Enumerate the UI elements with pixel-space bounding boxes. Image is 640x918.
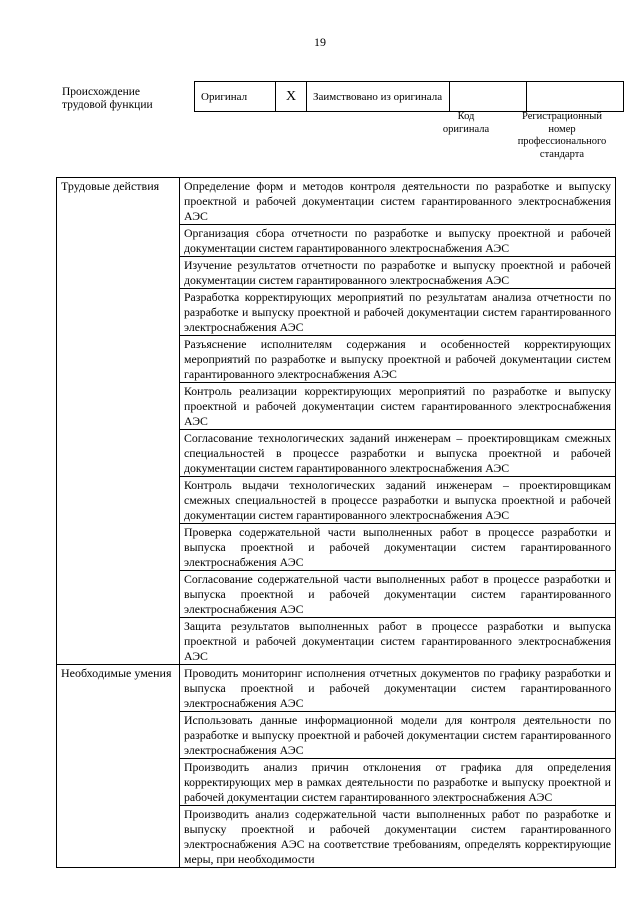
row-text: Защита результатов выполненных работ в процессе разработки и выпуска проектной и рабочей документации систем гарантированного электроснабжения АЭС bbox=[180, 618, 616, 665]
row-text: Проверка содержательной части выполненных работ в процессе разработки и выпуска проектной и рабочей документации систем гарантированного электроснабжения АЭС bbox=[180, 524, 616, 571]
row-text: Проводить мониторинг исполнения отчетных документов по графику разработки и выпуска проектной и рабочей документации систем гарантированного электроснабжения АЭС bbox=[180, 665, 616, 712]
row-text: Производить анализ содержательной части выполненных работ по разработке и выпуску проектной и рабочей документации систем гарантированного электроснабжения АЭС на соответствие требованиям, определять корректирующие меры, при необходимости bbox=[180, 806, 616, 868]
row-text: Определение форм и методов контроля деятельности по разработке и выпуску проектной и рабочей документации систем гарантированного электроснабжения АЭС bbox=[180, 178, 616, 225]
row-text: Согласование технологических заданий инженерам – проектировщикам смежных специальностей в процессе разработки и выпуска проектной и рабочей документации систем гарантированного электроснабжения АЭС bbox=[180, 430, 616, 477]
row-text: Разработка корректирующих мероприятий по результатам анализа отчетности по разработке и выпуску проектной и рабочей документации систем гарантированного электроснабжения АЭС bbox=[180, 289, 616, 336]
origin-label: Происхождение трудовой функции bbox=[62, 86, 153, 111]
origin-original-cell: Оригинал bbox=[195, 82, 276, 112]
section-label: Трудовые действия bbox=[57, 178, 180, 665]
origin-mark-cell: X bbox=[276, 82, 307, 112]
origin-borrowed-cell: Заимствовано из оригинала bbox=[307, 82, 450, 112]
code-caption: Код оригинала bbox=[442, 111, 490, 135]
table-row bbox=[57, 665, 616, 712]
row-text: Разъяснение исполнителям содержания и особенностей корректирующих мероприятий по разработке и выпуску проектной и рабочей документации систем гарантированного электроснабжения АЭС bbox=[180, 336, 616, 383]
row-text: Использовать данные информационной модели для контроля деятельности по разработке и выпуску проектной и рабочей документации систем гарантированного электроснабжения АЭС bbox=[180, 712, 616, 759]
origin-reg-cell bbox=[527, 82, 624, 112]
origin-table bbox=[194, 81, 624, 112]
page-number: 19 bbox=[314, 35, 326, 49]
reg-number-caption: Регистрационный номер профессионального стандарта bbox=[517, 111, 607, 160]
table-row bbox=[57, 178, 616, 225]
row-text: Организация сбора отчетности по разработке и выпуску проектной и рабочей документации систем гарантированного электроснабжения АЭС bbox=[180, 225, 616, 257]
row-text: Изучение результатов отчетности по разработке и выпуску проектной и рабочей документации систем гарантированного электроснабжения АЭС bbox=[180, 257, 616, 289]
functions-table bbox=[56, 177, 616, 868]
origin-code-cell bbox=[450, 82, 527, 112]
row-text: Контроль реализации корректирующих мероприятий по разработке и выпуску проектной и рабочей документации систем гарантированного электроснабжения АЭС bbox=[180, 383, 616, 430]
row-text: Производить анализ причин отклонения от графика для определения корректирующих мер в рамках деятельности по разработке и выпуску проектной и рабочей документации систем гарантированного электроснабжения АЭС bbox=[180, 759, 616, 806]
section-label: Необходимые умения bbox=[57, 665, 180, 868]
row-text: Согласование содержательной части выполненных работ в процессе разработки и выпуска проектной и рабочей документации систем гарантированного электроснабжения АЭС bbox=[180, 571, 616, 618]
row-text: Контроль выдачи технологических заданий инженерам – проектировщикам смежных специальностей в процессе разработки и выпуска проектной и рабочей документации систем гарантированного электроснабжения АЭС bbox=[180, 477, 616, 524]
